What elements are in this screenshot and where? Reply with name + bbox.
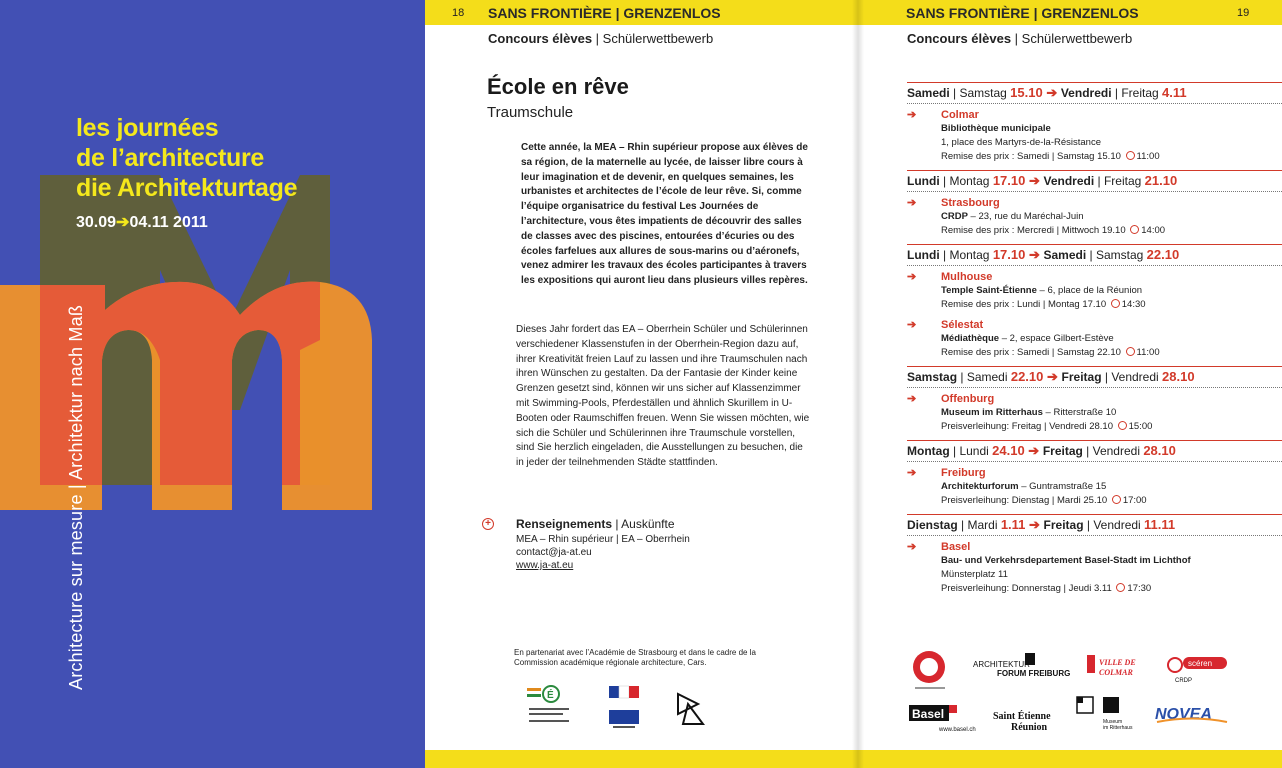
event-date-header: Montag | Lundi 24.10 ➔ Freitag | Vendredi 28.10 xyxy=(907,440,1282,462)
drumum-logo xyxy=(913,651,945,689)
event-venue: Temple Saint-Étienne – 6, place de la Réunion xyxy=(941,285,1143,296)
event-city: Mulhouse xyxy=(941,271,993,283)
subheader: Concours élèves | Schülerwettbewerb xyxy=(907,31,1133,46)
event-city: Colmar xyxy=(941,109,979,121)
event-address: 1, place des Martyrs-de-la-Résistance xyxy=(941,137,1101,148)
sponsor-logos xyxy=(907,645,1237,740)
basel-logo xyxy=(909,705,976,733)
article-title: École en rêve xyxy=(487,74,629,99)
arrow-icon: ➔ xyxy=(1024,443,1043,458)
event-prize: Remise des prix : Lundi | Montag 17.10 14:30 xyxy=(941,299,1146,310)
arrow-icon: ➔ xyxy=(907,319,917,331)
arrow-icon: ➔ xyxy=(907,541,917,553)
arrow-icon: ➔ xyxy=(907,271,917,283)
event-venue: Bibliothèque municipale xyxy=(941,123,1051,134)
info-block: Renseignements | Auskünfte MEA – Rhin supérieur | EA – Oberrhein contact@ja-at.eu www.ja-at.eu xyxy=(516,517,690,571)
event-date-header: Samstag | Samedi 22.10 ➔ Freitag | Vendredi 28.10 xyxy=(907,366,1282,388)
event-venue: Bau- und Verkehrsdepartement Basel-Stadt im Lichthof xyxy=(941,555,1191,566)
page-number: 19 xyxy=(1237,7,1250,19)
event-date-header: Lundi | Montag 17.10 ➔ Samedi | Samstag 22.10 xyxy=(907,244,1282,266)
website-link[interactable]: www.ja-at.eu xyxy=(516,560,574,571)
event-item xyxy=(907,392,1282,434)
arrow-icon: ➔ xyxy=(1025,173,1044,188)
event-item xyxy=(907,466,1282,508)
event-item xyxy=(907,540,1282,596)
event-prize: Preisverleihung: Donnerstag | Jeudi 3.11 17:30 xyxy=(941,583,1152,594)
clock-icon xyxy=(1112,495,1121,504)
svg-text:CRDP: CRDP xyxy=(1175,678,1193,684)
event-date-header: Dienstag | Mardi 1.11 ➔ Freitag | Vendredi 11.11 xyxy=(907,514,1282,536)
event-prize: Remise des prix : Samedi | Samstag 22.10 11:00 xyxy=(941,347,1160,358)
event-prize: Remise des prix : Samedi | Samstag 15.10 11:00 xyxy=(941,151,1160,162)
clock-icon xyxy=(1111,299,1120,308)
eco-school-logo xyxy=(527,686,569,722)
arrow-icon: ➔ xyxy=(907,393,917,405)
academie-logo xyxy=(609,686,639,728)
svg-text:Museum: Museum xyxy=(1103,719,1123,725)
book-gutter xyxy=(852,0,864,768)
svg-text:scéren: scéren xyxy=(1188,659,1213,668)
clock-icon xyxy=(1126,347,1135,356)
german-paragraph: Dieses Jahr fordert das EA – Oberrhein Schüler und Schülerinnen verschiedener Klassenstufen in der Oberrhein-Region dazu auf, ihrer Kreativität freien Lauf zu lassen und ihre Traumschulen nach ihren Wünschen zu gestalten. Da der Fantasie der Kinder keine Grenzen gesetzt sind, können wir uns sicher auf Klassenzimmer mit Swimming-Pools, Pferdeställen und ähnlich Skurillem in U-Booten oder Raumschiffen freuen. Wenn Sie wissen möchten, wie sich die Schüler und Schülerinnen ihre Traumschule vorstellen, sind Sie herzlich eingeladen, die Ausstellungen zu besuchen, die in jeder der teilnehmenden Städte stattfinden. xyxy=(516,324,810,469)
plus-icon: + xyxy=(482,518,494,530)
svg-text:VILLE DE: VILLE DE xyxy=(1099,658,1136,667)
novea-logo xyxy=(1155,706,1227,723)
header-bar xyxy=(857,0,1282,25)
cover-title: les journées de l’architecture die Architekturtage xyxy=(76,114,298,202)
svg-text:www.basel.ch: www.basel.ch xyxy=(939,727,976,733)
event-prize: Preisverleihung: Freitag | Vendredi 28.10 15:00 xyxy=(941,421,1153,432)
event-venue: Architekturforum – Guntramstraße 15 xyxy=(941,481,1107,492)
section-header: SANS FRONTIÈRE | GRENZENLOS xyxy=(906,5,1139,21)
svg-text:NOVEA: NOVEA xyxy=(1155,706,1212,723)
crdp-logo xyxy=(1168,657,1227,684)
svg-text:Saint Étienne: Saint Étienne xyxy=(993,711,1051,722)
event-city: Offenburg xyxy=(941,393,995,405)
clock-icon xyxy=(1118,421,1127,430)
svg-text:Basel: Basel xyxy=(912,707,945,721)
arrow-icon: ➔ xyxy=(1025,247,1044,262)
arrow-icon: ➔ xyxy=(1042,85,1061,100)
architekturforum-logo xyxy=(973,653,1070,678)
article-subtitle: Traumschule xyxy=(487,104,574,121)
clock-icon xyxy=(1130,225,1139,234)
page-18 xyxy=(425,0,857,768)
event-prize: Remise des prix : Mercredi | Mittwoch 19.10 14:00 xyxy=(941,225,1166,236)
arrow-icon: ➔ xyxy=(907,467,917,479)
section-header: SANS FRONTIÈRE | GRENZENLOS xyxy=(488,5,721,21)
event-venue: Museum im Ritterhaus – Ritterstraße 10 xyxy=(941,407,1117,418)
email-link[interactable]: contact@ja-at.eu xyxy=(516,547,592,558)
event-city: Basel xyxy=(941,541,971,553)
event-date-header: Samedi | Samstag 15.10 ➔ Vendredi | Freitag 4.11 xyxy=(907,82,1282,104)
french-paragraph: Cette année, la MEA – Rhin supérieur propose aux élèves de sa région, de la maternelle au lycée, de laisser libre cours à leur imagination et de devenir, en quelques semaines, les urbanistes et architectes de l’école de leur rêve. Si, comme l’équipe organisatrice du festival Les Journées de l’architecture, vous êtes impatients de découvrir des salles de classes avec des piscines, entourées d’écuries ou des écoles farfelues aux allures de sous-marins ou d’aéronefs, venez admirer les travaux des écoles participantes à travers les expositions qui auront lieu dans plusieurs villes repères. xyxy=(521,142,808,287)
arrow-icon: ➔ xyxy=(116,214,130,231)
page-19 xyxy=(857,0,1282,768)
event-item xyxy=(907,270,1282,312)
arrow-icon: ➔ xyxy=(1043,369,1062,384)
svg-text:Réunion: Réunion xyxy=(1011,722,1048,733)
event-list xyxy=(907,82,1282,602)
event-city: Freiburg xyxy=(941,467,986,479)
event-item xyxy=(907,318,1282,360)
museum-logo xyxy=(1077,697,1133,731)
event-address: Münsterplatz 11 xyxy=(941,569,1008,580)
event-date-header: Lundi | Montag 17.10 ➔ Vendredi | Freitag 21.10 xyxy=(907,170,1282,192)
cover-dates: 30.09➔04.11 2011 xyxy=(76,214,208,231)
header-bar xyxy=(425,0,857,25)
architekturforum-bottom: FORUM FREIBURG xyxy=(997,669,1071,678)
event-venue: CRDP – 23, rue du Maréchal-Juin xyxy=(941,211,1084,222)
arrow-icon: ➔ xyxy=(1025,517,1044,532)
colmar-logo xyxy=(1087,655,1136,677)
footer-bar xyxy=(425,750,857,768)
m-logo-graphic xyxy=(0,170,425,590)
event-city: Sélestat xyxy=(941,319,984,331)
partner-text: En partenariat avec l’Académie de Strasbourg et dans le cadre de la Commission académique régionale architecture, Cars. xyxy=(514,648,756,667)
clock-icon xyxy=(1126,151,1135,160)
subheader: Concours élèves | Schülerwettbewerb xyxy=(488,31,714,46)
svg-text:im Ritterhaus: im Ritterhaus xyxy=(1103,725,1133,731)
event-venue: Médiathèque – 2, espace Gilbert-Estève xyxy=(941,333,1114,344)
architekturforum-top: ARCHITEKTUR xyxy=(973,660,1030,669)
cover-page xyxy=(0,0,425,768)
event-prize: Preisverleihung: Dienstag | Mardi 25.10 17:00 xyxy=(941,495,1147,506)
footer-bar xyxy=(857,750,1282,768)
event-item xyxy=(907,108,1282,164)
svg-text:COLMAR: COLMAR xyxy=(1099,668,1133,677)
arrow-icon: ➔ xyxy=(907,197,917,209)
page-number: 18 xyxy=(452,7,465,19)
partner-logos xyxy=(513,684,813,734)
cover-vertical-text: Architecture sur mesure | Architektur nach Maß xyxy=(66,304,86,690)
svg-text:É: É xyxy=(547,690,554,701)
arch-logo xyxy=(678,694,703,724)
saint-etienne-logo xyxy=(993,710,1051,733)
event-item xyxy=(907,196,1282,238)
event-city: Strasbourg xyxy=(941,197,1000,209)
arrow-icon: ➔ xyxy=(907,109,917,121)
clock-icon xyxy=(1116,583,1125,592)
